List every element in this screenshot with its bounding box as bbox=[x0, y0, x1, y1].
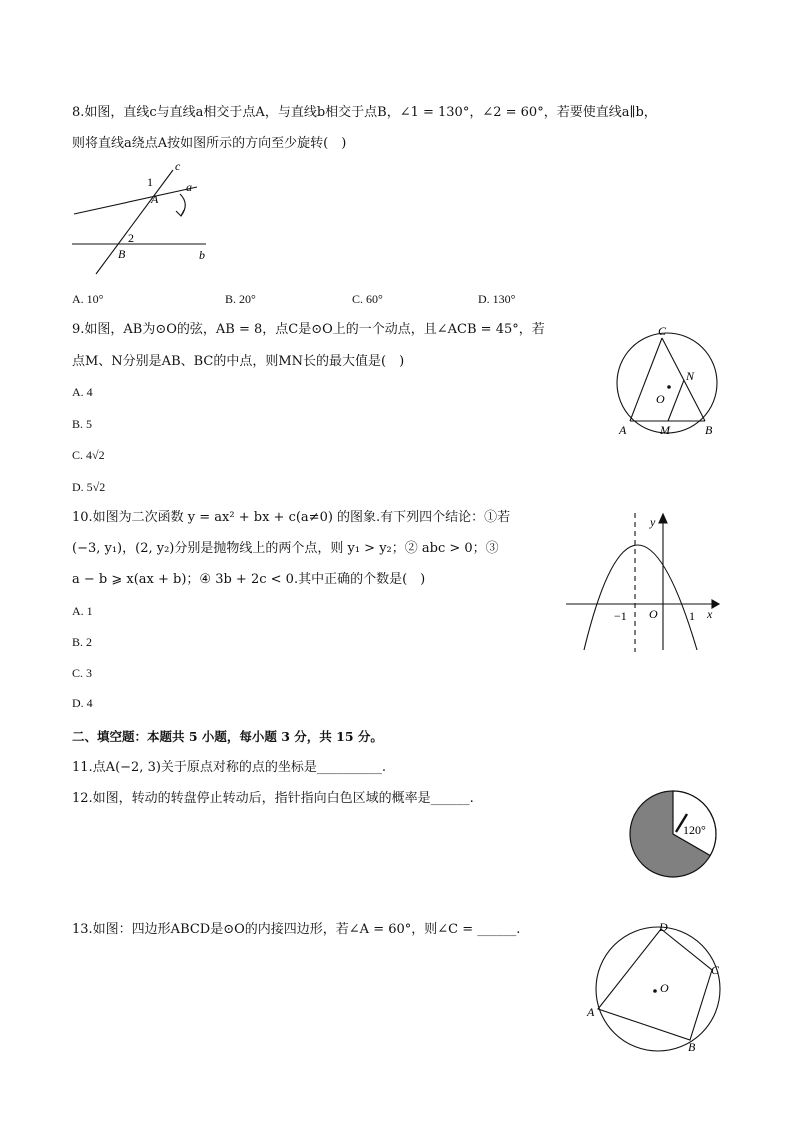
q10-label-x: x bbox=[707, 607, 713, 621]
section-title: 二、填空题：本题共 5 小题，每小题 3 分，共 15 分。 bbox=[72, 729, 383, 744]
q10-line1: 10.如图为二次函数 y = ax² + bx + c(a≠0) 的图象.有下列四个结论：①若 bbox=[72, 510, 511, 525]
q9-option-d[interactable]: D. 5√2 bbox=[72, 480, 106, 494]
q10-label-O: O bbox=[649, 607, 658, 621]
q11-text: 11.点A(−2, 3)关于原点对称的点的坐标是__________. bbox=[72, 760, 387, 775]
q9-label-N: N bbox=[686, 369, 695, 383]
q8-option-a[interactable]: A. 10° bbox=[72, 292, 104, 306]
q9-label-C: C bbox=[658, 324, 667, 338]
q13-label-D: D bbox=[659, 920, 668, 934]
q13-text: 13.如图：四边形ABCD是⊙O的内接四边形，若∠A = 60°，则∠C = ______. bbox=[72, 922, 521, 937]
q13-label-C: C bbox=[711, 963, 720, 977]
q8-label-B: B bbox=[118, 247, 126, 261]
q10-line3: a − b ⩾ x(ax + b)；④ 3b + 2c < 0.其中正确的个数是( ) bbox=[72, 572, 426, 587]
q8-label-1: 1 bbox=[147, 175, 153, 189]
q12-text: 12.如图，转动的转盘停止转动后，指针指向白色区域的概率是______. bbox=[72, 791, 474, 806]
q8-option-b[interactable]: B. 20° bbox=[225, 292, 256, 306]
q13-circle bbox=[596, 927, 720, 1051]
q9-label-B: B bbox=[705, 423, 713, 437]
q8-line2: 则将直线a绕点A按如图所示的方向至少旋转( ) bbox=[72, 136, 347, 151]
q13-center-dot bbox=[653, 989, 657, 993]
q8-option-c[interactable]: C. 60° bbox=[352, 292, 383, 306]
q13-label-O: O bbox=[660, 981, 669, 995]
q13-label-B: B bbox=[688, 1040, 696, 1054]
q10-line2: (−3, y₁)，(2, y₂)分别是抛物线上的两个点，则 y₁ > y₂；② abc > 0；③ bbox=[72, 541, 499, 556]
q9-label-M: M bbox=[660, 423, 670, 437]
q8-label-c: c bbox=[175, 159, 181, 173]
q10-label-minus-one: −1 bbox=[614, 609, 627, 623]
q8-label-a: a bbox=[186, 180, 192, 194]
q8-label-b: b bbox=[199, 248, 205, 262]
q13-label-A: A bbox=[587, 1005, 595, 1019]
q8-option-d[interactable]: D. 130° bbox=[478, 292, 516, 306]
q12-angle-label: 120° bbox=[683, 823, 706, 837]
q9-line2: 点M、N分别是AB、BC的中点，则MN长的最大值是( ) bbox=[72, 354, 405, 369]
q9-label-O: O bbox=[656, 392, 665, 406]
q9-option-c[interactable]: C. 4√2 bbox=[72, 448, 105, 462]
q10-option-c[interactable]: C. 3 bbox=[72, 666, 93, 680]
q9-label-A: A bbox=[619, 423, 627, 437]
q9-option-b[interactable]: B. 5 bbox=[72, 417, 93, 431]
q10-option-a[interactable]: A. 1 bbox=[72, 604, 93, 618]
q10-label-y: y bbox=[650, 515, 656, 529]
q8-line1: 8.如图，直线c与直线a相交于点A，与直线b相交于点B，∠1 = 130°，∠2 = 60°，若要使直线a∥b， bbox=[72, 105, 657, 120]
q9-option-a[interactable]: A. 4 bbox=[72, 385, 93, 399]
q8-label-A: A bbox=[151, 192, 159, 206]
q13-quadrilateral bbox=[598, 929, 712, 1040]
q10-label-one: 1 bbox=[689, 609, 695, 623]
q10-option-d[interactable]: D. 4 bbox=[72, 696, 93, 710]
q10-option-b[interactable]: B. 2 bbox=[72, 635, 93, 649]
q8-label-2: 2 bbox=[128, 231, 134, 245]
q9-line1: 9.如图，AB为⊙O的弦，AB = 8，点C是⊙O上的一个动点，且∠ACB = 45°，若 bbox=[72, 322, 545, 337]
